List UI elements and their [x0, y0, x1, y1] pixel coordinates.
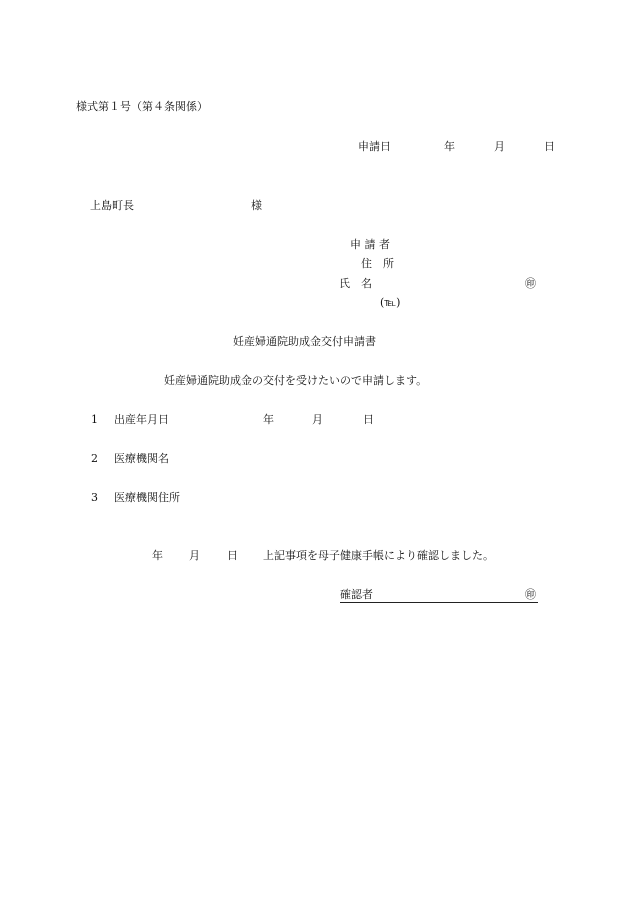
form-number: 様式第１号（第４条関係） [76, 100, 208, 113]
birth-date-month: 月 [312, 413, 323, 426]
application-statement: 妊産婦通院助成金の交付を受けたいので申請します。 [164, 374, 428, 387]
document-title: 妊産婦通院助成金交付申請書 [233, 335, 376, 348]
medical-institution-address-label: 医療機関住所 [114, 491, 180, 504]
application-date-month: 月 [494, 140, 505, 153]
birth-date-label: 出産年月日 [114, 413, 169, 426]
application-date-day: 日 [544, 140, 555, 153]
applicant-address-label: 住 所 [361, 257, 394, 270]
item-number: 1 [91, 413, 98, 426]
confirmation-year: 年 [152, 549, 163, 562]
applicant-label: 申 請 者 [350, 238, 390, 251]
seal-icon: ㊞ [525, 588, 536, 601]
addressee-name: 上島町長 [90, 199, 134, 212]
addressee-honorific: 様 [251, 199, 262, 212]
birth-date-year: 年 [263, 413, 274, 426]
confirmer-signature-line [340, 602, 538, 603]
confirmation-day: 日 [227, 549, 238, 562]
application-date-year: 年 [444, 140, 455, 153]
seal-icon: ㊞ [525, 277, 536, 290]
confirmation-month: 月 [189, 549, 200, 562]
confirmer-label: 確認者 [340, 588, 373, 601]
applicant-name-label: 氏 名 [339, 277, 372, 290]
medical-institution-name-label: 医療機関名 [114, 452, 169, 465]
confirmation-text: 上記事項を母子健康手帳により確認しました。 [263, 549, 494, 562]
application-date-label: 申請日 [358, 140, 391, 153]
item-number: 3 [91, 491, 98, 504]
applicant-tel-label: (℡) [380, 296, 401, 309]
item-number: 2 [91, 452, 98, 465]
birth-date-day: 日 [363, 413, 374, 426]
